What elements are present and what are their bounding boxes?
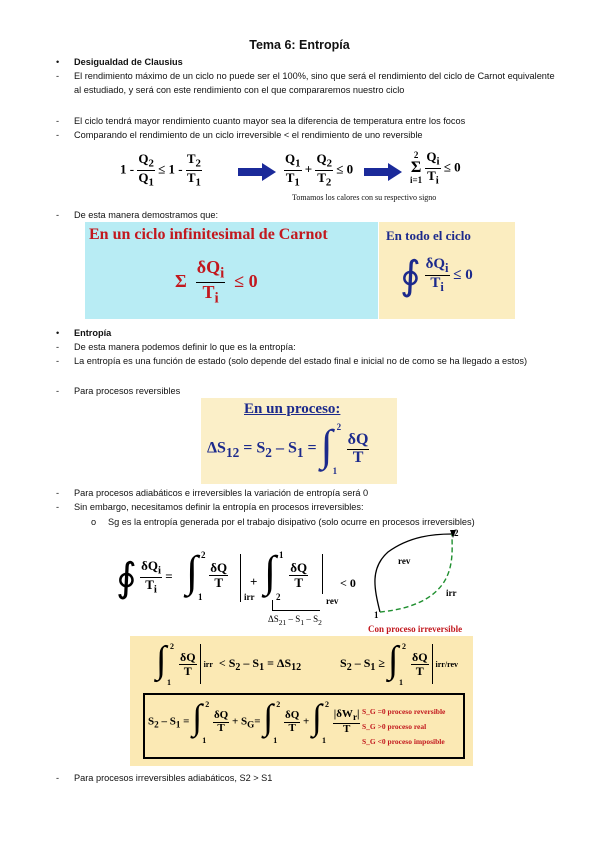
paragraph-adiabatic: Para procesos adiabáticos e irreversibles la variación de entropía será 0 — [74, 488, 369, 498]
formula-integral-irr: ∫ 2 1 $\frac{\delta Q}{T}$ — [186, 547, 228, 602]
formula-sigma-sum: 2 Σ i=1 $\frac{Q_i}{T_i}$ ≤ 0 — [410, 149, 461, 187]
formula-note: Tomamos los calores con su respectivo signo — [292, 193, 437, 202]
sg-classification — [362, 704, 445, 749]
arrow-right-icon — [364, 163, 402, 181]
dash-marker: - — [56, 210, 60, 220]
formula-entropy-change: $\Delta S_{12} = S_2 - S_1$ = ∫ 2 1 $\frac{\delta Q}{T}$ — [207, 421, 369, 476]
paragraph-sg: Sg es la entropía generada por el trabajo disipativo (solo ocurre en procesos irreversibles) — [108, 517, 475, 527]
sub-bullet-marker: o — [91, 517, 97, 527]
paragraph-temperature: El ciclo tendrá mayor rendimiento cuanto mayor sea la diferencia de temperatura entre los focos — [74, 116, 466, 126]
paragraph-max-efficiency: El rendimiento máximo de un ciclo no puede ser el 100%, sino que será el rendimiento del ciclo de Carnot equivalente al estudiado, y será con este rendimiento con el que compararemos nuestro ciclo — [74, 71, 555, 95]
whole-cycle-title: En todo el ciclo — [386, 228, 471, 243]
formula-carnot-sum: Σ $\frac{\delta Q_i}{T_i}$ ≤ 0 — [175, 257, 258, 307]
point-1-label: 1 — [374, 610, 379, 620]
underbrace-tick — [272, 600, 273, 610]
formula-delta-s21: $\Delta S_{21} - S_1 - S_2$ — [268, 614, 322, 627]
label-rev-subscript: rev — [326, 596, 339, 606]
underbrace-line — [272, 610, 320, 611]
dash-marker: - — [56, 71, 60, 81]
dash-marker: - — [56, 773, 60, 783]
section-heading-entropia: Entropía — [74, 328, 112, 338]
sg-real: S_G >0 proceso real — [362, 722, 427, 731]
paragraph-compare: Comparando el rendimiento de un ciclo irreversible < el rendimiento de uno reversible — [74, 130, 423, 140]
paragraph-state-function: La entropía es una función de estado (solo depende del estado final e inicial no de como se ha llegado a estos) — [74, 356, 528, 366]
evaluation-bar — [322, 554, 323, 594]
formula-entropy-balance: $S_2 - S_1$ = ∫ 2 1 $\frac{\delta Q}{T}$ + $S_G=$ ∫ 2 1 $\frac{\delta Q}{T}$ + ∫ 2 1 $\frac{|\delta W_r|}{T}$ — [148, 697, 360, 745]
page-title: Tema 6: Entropía — [249, 38, 350, 52]
bullet-marker: • — [56, 328, 60, 338]
formula-integral-irr-less: ∫ 2 1 $\frac{\delta Q}{T}$ irr < $S_2 - S_1 = \Delta S_{12}$ — [156, 639, 302, 687]
formula-efficiency-compare: 1 - $\frac{Q_2}{Q_1}$ ≤ 1 - $\frac{T_2}{T_1}$ — [120, 151, 201, 189]
formula-integral-irr-rev: $S_2 - S_1$ ≥ ∫ 2 1 $\frac{\delta Q}{T}$ irr/rev — [340, 639, 459, 687]
dash-marker: - — [56, 342, 60, 352]
dash-marker: - — [56, 502, 60, 512]
formula-cyclic-irreversible: ∮ $\frac{\delta Q_i}{T_i}$ = — [116, 555, 173, 600]
point-2-label: 2 — [454, 528, 459, 538]
section-heading-clausius: Desigualdad de Clausius — [74, 57, 183, 67]
process-box-title: En un proceso: — [244, 401, 341, 417]
label-irr-subscript: irr — [244, 592, 255, 602]
dash-marker: - — [56, 488, 60, 498]
diagram-rev-label: rev — [398, 556, 411, 566]
carnot-infinitesimal-title: En un ciclo infinitesimal de Carnot — [89, 226, 328, 243]
paragraph-demonstrate: De esta manera demostramos que: — [74, 210, 219, 220]
dash-marker: - — [56, 386, 60, 396]
formula-integral-rev: ∫ 1 2 $\frac{\delta Q}{T}$ — [264, 547, 308, 602]
irreversible-cycle-diagram — [370, 528, 490, 620]
formula-clausius-sum: $\frac{Q_1}{T_1}$ + $\frac{Q_2}{T_2}$ ≤ 0 — [285, 151, 354, 189]
paragraph-irreversible: Sin embargo, necesitamos definir la entropía en procesos irreversibles: — [74, 502, 364, 512]
dash-marker: - — [56, 130, 60, 140]
less-than-zero: < 0 — [340, 576, 356, 590]
dash-marker: - — [56, 356, 60, 366]
bullet-marker: • — [56, 57, 60, 67]
formula-cyclic-integral: ∮ $\frac{\delta Q_i}{T_i}$ ≤ 0 — [400, 253, 473, 298]
paragraph-define: De esta manera podemos definir lo que es la entropía: — [74, 342, 296, 352]
diagram-caption: Con proceso irreversible — [368, 624, 463, 634]
evaluation-bar — [240, 554, 241, 602]
paragraph-adiabatic-irreversible: Para procesos irreversibles adiabáticos, S2 > S1 — [74, 773, 273, 783]
arrow-right-icon — [238, 163, 276, 181]
sg-impossible: S_G <0 proceso imposible — [362, 737, 445, 746]
paragraph-reversible: Para procesos reversibles — [74, 386, 181, 396]
dash-marker: - — [56, 116, 60, 126]
sg-reversible: S_G =0 proceso reversible — [362, 707, 446, 716]
plus-sign: + — [250, 574, 258, 589]
diagram-irr-label: irr — [446, 588, 457, 598]
